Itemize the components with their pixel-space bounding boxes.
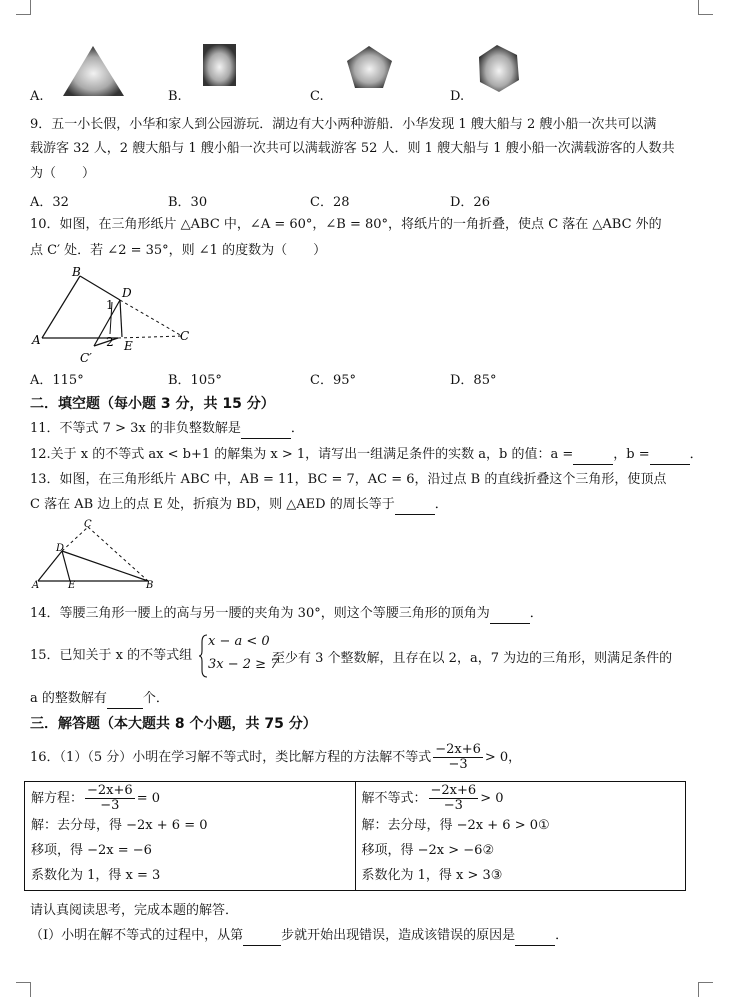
q10-label-1: 1 bbox=[106, 298, 114, 312]
q10-label-c: C bbox=[180, 329, 190, 343]
square-shape bbox=[203, 44, 236, 86]
q15-line-2 bbox=[30, 690, 169, 709]
q12-mid: ，b = bbox=[613, 447, 650, 462]
q16-intro-text: 16．（1）（5 分）小明在学习解不等式时，类比解方程的方法解不等式 bbox=[30, 750, 432, 765]
fraction-numerator: −2x+6 bbox=[435, 742, 481, 757]
q14-text: 14．等腰三角形一腰上的高与另一腰的夹角为 30°，则这个等腰三角形的顶角为 bbox=[30, 606, 490, 621]
q16-right-cell bbox=[355, 782, 686, 891]
q10-label-c-prime: C′ bbox=[80, 351, 92, 365]
q10-label-e: E bbox=[124, 339, 133, 353]
q16-left-head-label: 解方程： bbox=[31, 791, 84, 806]
fraction-numerator: −2x+6 bbox=[430, 783, 477, 798]
q16-solution-table bbox=[24, 781, 686, 891]
q15-line-2-end: 个． bbox=[142, 691, 169, 706]
q14-end: ． bbox=[529, 606, 543, 621]
section-3-title: 三．解答题（本大题共 8 个小题，共 75 分） bbox=[30, 716, 317, 732]
q16-right-head-label: 解不等式： bbox=[361, 791, 427, 806]
fraction-numerator: −2x+6 bbox=[87, 783, 133, 798]
q16-blank-step[interactable] bbox=[243, 927, 281, 946]
q8-option-d[interactable]: D. bbox=[450, 89, 465, 104]
q8-shapes-figure bbox=[0, 0, 742, 110]
q12-text: 12.关于 x 的不等式 ax < b+1 的解集为 x > 1，请写出一组满足条件的实数 a，b 的值：a = bbox=[30, 447, 574, 462]
q10-label-b: B bbox=[72, 265, 81, 279]
q16-right-fraction bbox=[429, 784, 479, 813]
q13-line-2 bbox=[30, 496, 448, 515]
q16-left-head-tail: = 0 bbox=[136, 791, 160, 806]
q15-brace bbox=[198, 634, 208, 678]
fraction-denominator: −3 bbox=[448, 757, 468, 772]
q11-blank[interactable] bbox=[241, 420, 291, 439]
q15-pre: 15．已知关于 x 的不等式组 bbox=[30, 648, 193, 663]
q15-ineq-2: 3x − 2 ≥ 7 bbox=[208, 657, 279, 672]
q16-right-row-3: 系数化为 1，得 x > 3③ bbox=[361, 868, 503, 883]
q16-left-head bbox=[31, 784, 349, 813]
q13-label-a: A bbox=[32, 580, 40, 588]
q13-triangle-figure bbox=[30, 518, 160, 588]
q9-option-a[interactable]: A．32 bbox=[30, 195, 69, 210]
q16-left-cell bbox=[25, 782, 356, 891]
q12-line bbox=[30, 446, 703, 465]
crop-mark-bottom-left bbox=[16, 982, 31, 997]
q13-line-1: 13．如图，在三角形纸片 ABC 中，AB = 11，BC = 7，AC = 6，沿过点 B 的直线折叠这个三角形，使顶点 bbox=[30, 472, 667, 487]
q16-right-head-tail: > 0 bbox=[480, 791, 504, 806]
q11-line bbox=[30, 420, 304, 439]
q13-line-2-text: C 落在 AB 边上的点 E 处，折痕为 BD，则 △AED 的周长等于 bbox=[30, 497, 395, 512]
q16-left-row-2: 移项，得 −2x = −6 bbox=[31, 843, 152, 858]
q13-end: ． bbox=[434, 497, 448, 512]
q9-option-d[interactable]: D．26 bbox=[450, 195, 490, 210]
q8-option-c[interactable]: C. bbox=[310, 89, 324, 104]
hexagon-shape bbox=[479, 45, 519, 92]
q10-label-d: D bbox=[122, 286, 132, 300]
q12-blank-a[interactable] bbox=[573, 446, 613, 465]
q9-line-1: 9．五一小长假，小华和家人到公园游玩．湖边有大小两种游船．小华发现 1 艘大船与 2 艘小船一次共可以满 bbox=[30, 117, 657, 132]
q16-right-head bbox=[362, 784, 680, 813]
q13-label-d: D bbox=[56, 543, 65, 554]
q14-blank[interactable] bbox=[490, 605, 530, 624]
q11-text: 11．不等式 7 > 3x 的非负整数解是 bbox=[30, 421, 241, 436]
q15-post: 至少有 3 个整数解，且存在以 2，a，7 为边的三角形，则满足条件的 bbox=[272, 651, 673, 666]
q16-left-row-1: 解：去分母，得 −2x + 6 = 0 bbox=[31, 818, 208, 833]
q9-line-3: 为（ ） bbox=[30, 166, 96, 181]
q9-option-b[interactable]: B．30 bbox=[168, 195, 208, 210]
q16-left-fraction bbox=[85, 784, 135, 813]
triangle-shape bbox=[63, 46, 124, 96]
q10-option-b[interactable]: B．105° bbox=[168, 373, 222, 388]
q12-blank-b[interactable] bbox=[650, 446, 690, 465]
section-2-title: 二．填空题（每小题 3 分，共 15 分） bbox=[30, 396, 275, 412]
q10-triangle-figure bbox=[30, 264, 230, 374]
q10-line-2: 点 C′ 处．若 ∠2 = 35°，则 ∠1 的度数为（ ） bbox=[30, 243, 327, 258]
q10-option-d[interactable]: D．85° bbox=[450, 373, 497, 388]
q16-after-2-pre: （Ⅰ）小明在解不等式的过程中，从第 bbox=[30, 928, 244, 943]
pentagon-shape bbox=[347, 46, 392, 88]
q8-option-b[interactable]: B. bbox=[168, 89, 182, 104]
q15-ineq-1: x − a < 0 bbox=[208, 634, 270, 649]
q9-line-2: 载游客 32 人，2 艘大船与 1 艘小船一次共可以满载游客 52 人．则 1 艘大船与 1 艘小船一次满载游客的人数共 bbox=[30, 141, 675, 156]
q16-left-row-3: 系数化为 1，得 x = 3 bbox=[31, 868, 161, 883]
crop-mark-bottom-right bbox=[698, 982, 713, 997]
q13-label-e: E bbox=[68, 580, 76, 588]
q10-line-1: 10．如图，在三角形纸片 △ABC 中，∠A = 60°，∠B = 80°，将纸片的一角折叠，使点 C 落在 △ABC 外的 bbox=[30, 217, 662, 232]
q10-label-a: A bbox=[32, 333, 41, 347]
q16-right-row-2: 移项，得 −2x > −6② bbox=[361, 843, 495, 858]
q13-blank[interactable] bbox=[395, 496, 435, 515]
fraction-denominator: −3 bbox=[100, 798, 120, 813]
q16-after-2-mid: 步就开始出现错误，造成该错误的原因是 bbox=[281, 928, 516, 943]
q10-label-2: 2 bbox=[106, 335, 114, 349]
fraction-denominator: −3 bbox=[443, 798, 463, 813]
q13-label-b: B bbox=[146, 580, 154, 588]
q16-after-2 bbox=[30, 927, 568, 946]
q13-label-c: C bbox=[84, 519, 92, 530]
q16-intro-fraction bbox=[433, 743, 483, 772]
q8-option-a[interactable]: A. bbox=[30, 89, 44, 104]
q16-after-2-end: ． bbox=[555, 928, 569, 943]
q16-blank-reason[interactable] bbox=[515, 927, 555, 946]
q14-line bbox=[30, 605, 543, 624]
q12-end: ． bbox=[689, 447, 703, 462]
q16-intro-end: > 0， bbox=[484, 750, 522, 765]
q16-after-1: 请认真阅读思考，完成本题的解答． bbox=[30, 903, 239, 918]
q11-end: ． bbox=[290, 421, 304, 436]
q10-option-c[interactable]: C．95° bbox=[310, 373, 356, 388]
q16-intro bbox=[30, 743, 521, 772]
q10-option-a[interactable]: A．115° bbox=[30, 373, 84, 388]
q15-line-2-text: a 的整数解有 bbox=[30, 691, 107, 706]
q15-blank[interactable] bbox=[107, 690, 143, 709]
q16-right-row-1: 解：去分母，得 −2x + 6 > 0① bbox=[361, 818, 550, 833]
q9-option-c[interactable]: C．28 bbox=[310, 195, 350, 210]
